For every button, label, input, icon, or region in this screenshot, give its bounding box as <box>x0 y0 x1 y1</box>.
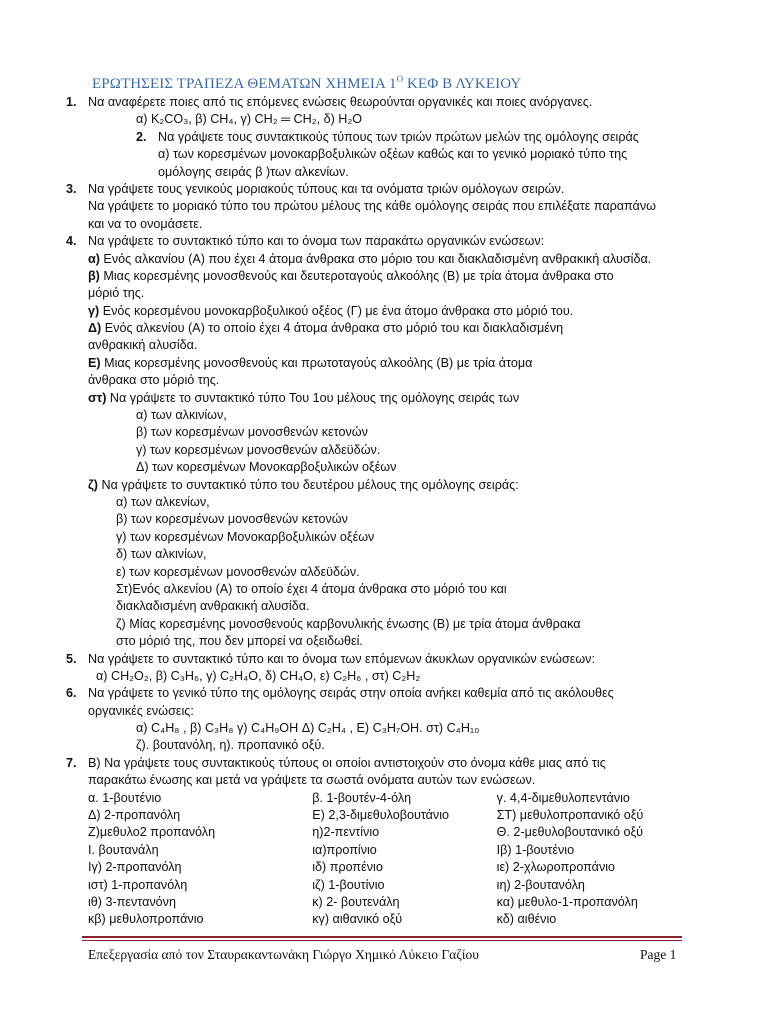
text-span: οργανικές ενώσεις: <box>88 703 194 718</box>
question-line <box>66 477 686 494</box>
names-table <box>66 790 686 929</box>
footer-divider-thin <box>82 940 682 941</box>
text-span: γ) των κορεσμένων Μονοκαρβοξυλικών οξέων <box>116 529 375 544</box>
text-span: Δ) <box>88 321 102 336</box>
text-span: Μιας κορεσμένης μονοσθενούς και δευτεροταγούς αλκοόλης (Β) με τρία άτομα άνθρακα στο <box>99 268 614 283</box>
question-line <box>66 442 686 459</box>
question-line <box>66 303 686 320</box>
text-span: Να γράψετε το συντακτικό τύπο και το όνομα των παρακάτω οργανικών ενώσεων: <box>88 234 545 249</box>
question-line <box>66 668 686 685</box>
text-span: Ενός αλκανίου (Α) που έχει 4 άτομα άνθρακα στο μόριο του και διακλαδισμένη ανθρακική αλυσίδα. <box>99 251 652 266</box>
text-span: α) K₂CO₃, β) CH₄, γ) CH₂ ═ CH₂, δ) H₂O <box>136 112 363 127</box>
question-line <box>66 146 686 163</box>
question-line <box>66 651 686 668</box>
text-span: β. 1-βουτέν-4-όλη <box>312 790 412 805</box>
text-span: 3. <box>66 181 77 196</box>
text-span: Να γράψετε τους γενικούς μοριακούς τύπους και τα ονόματα τριών ομόλογων σειρών. <box>88 181 565 196</box>
table-row <box>66 790 686 807</box>
text-span: Ενός κορεσμένου μονοκαρβοξυλικού οξέος (Γ) με ένα άτομο άνθρακα στο μόριό του. <box>99 303 574 318</box>
text-span: Να γράψετε το συντακτικό τύπο του δευτέρου μέλους της ομόλογης σειράς: <box>98 477 519 492</box>
text-span: Ο <box>396 74 404 84</box>
text-span: α) των αλκενίων, <box>116 494 210 509</box>
text-span: α. 1-βουτένιο <box>88 790 162 805</box>
table-row <box>66 842 686 859</box>
text-span: ΕΡΩΤΗΣΕΙΣ ΤΡΑΠΕΖΑ ΘΕΜΑΤΩΝ ΧΗΜΕΙΑ 1 <box>92 76 397 92</box>
question-line <box>66 616 686 633</box>
question-line <box>66 546 686 563</box>
text-span: ομόλογης σειράς β )των αλκενίων. <box>158 164 349 179</box>
text-span: Να γράψετε το συντακτικό τύπο Του 1ου μέλους της ομόλογης σειράς των <box>106 390 520 405</box>
text-span: α) CH₂O₂, β) C₃H₆, γ) C₂H₄O, δ) CH₄O, ε) C₂H₆ , στ) C₂H₂ <box>96 668 421 683</box>
text-span: κβ) μεθυλοπροπάνιο <box>88 912 204 927</box>
table-row <box>66 859 686 876</box>
text-span: Ε) 2,3-διμεθυλοβουτάνιο <box>312 808 450 823</box>
text-span: ΚΕΦ Β ΛΥΚΕΙΟΥ <box>403 76 522 92</box>
footer-divider <box>82 936 682 938</box>
question-line <box>66 111 686 128</box>
text-span: ιστ) 1-προπανόλη <box>88 877 188 892</box>
text-span: Στ)Ενός αλκενίου (Α) το οποίο έχει 4 άτομα άνθρακα στο μόριό του και <box>116 581 507 596</box>
text-span: κδ) αιθένιο <box>496 912 557 927</box>
question-line <box>66 529 686 546</box>
text-span: β) <box>88 268 100 283</box>
text-span: ιε) 2-χλωροπροπάνιο <box>496 860 616 875</box>
text-span: Να γράψετε το μοριακό τύπο του πρώτου μέλους της κάθε ομόλογης σειράς που επιλέξατε παραπάνω <box>88 199 656 214</box>
question-line <box>66 598 686 615</box>
text-span: κα) μεθυλο-1-προπανόλη <box>496 894 638 909</box>
question-line <box>66 772 686 789</box>
text-span: β) των κορεσμένων μονοσθενών κετονών <box>116 512 348 527</box>
text-span: ια)προπίνιο <box>312 842 377 857</box>
text-span: ιθ) 3-πεντανόνη <box>88 894 176 909</box>
question-line <box>66 233 686 250</box>
question-line <box>66 251 686 268</box>
question-line <box>66 511 686 528</box>
text-span: ιη) 2-βουτανόλη <box>496 877 585 892</box>
text-span: ιζ) 1-βουτίνιο <box>312 877 385 892</box>
question-line <box>66 320 686 337</box>
question-line <box>66 564 686 581</box>
question-line <box>66 285 686 302</box>
table-row <box>66 877 686 894</box>
text-span: Ιβ) 1-βουτένιο <box>496 842 575 857</box>
text-span: 1. <box>66 95 77 109</box>
text-span: γ) των κορεσμένων μονοσθενών αλδεϋδών. <box>136 442 381 457</box>
text-span: Ε) <box>88 355 101 370</box>
text-span: Να γράψετε το γενικό τύπο της ομόλογης σειράς στην οποία ανήκει καθεμία από τις ακόλουθες <box>88 686 614 701</box>
text-span: Να γράψετε το συντακτικό τύπο και το όνομα των επόμενων άκυκλων οργανικών ενώσεων: <box>88 651 595 666</box>
question-line <box>66 737 686 754</box>
text-span: 4. <box>66 234 77 249</box>
text-span: διακλαδισμένη ανθρακική αλυσίδα. <box>116 599 310 614</box>
question-line <box>66 755 686 772</box>
question-line <box>66 407 686 424</box>
text-span: κγ) αιθανικό οξύ <box>312 912 403 927</box>
text-span: β) των κορεσμένων μονοσθενών κετονών <box>136 425 368 440</box>
text-span: και να το ονομάσετε. <box>88 216 203 231</box>
question-line <box>66 685 686 702</box>
text-span: γ. 4,4-διμεθυλοπεντάνιο <box>496 790 630 805</box>
text-span: Να αναφέρετε ποιες από τις επόμενες ενώσεις θεωρούνται οργανικές και ποιες ανόργανες. <box>88 95 593 109</box>
question-line <box>66 720 686 737</box>
text-span: 7. <box>66 755 77 770</box>
question-line <box>66 424 686 441</box>
text-span: άνθρακα στο μόριό της. <box>88 373 220 388</box>
question-line <box>66 198 686 215</box>
text-span: γ) <box>88 303 100 318</box>
question-line <box>66 337 686 354</box>
text-span: ιδ) προπένιο <box>312 860 383 875</box>
question-line <box>66 494 686 511</box>
text-span: Να γράψετε τους συντακτικούς τύπους των τριών πρώτων μελών της ομόλογης σειράς <box>158 129 639 144</box>
question-line <box>66 216 686 233</box>
text-span: ζ) Μίας κορεσμένης μονοσθενούς καρβονυλικής ένωσης (Β) με τρία άτομα άνθρακα <box>116 616 581 631</box>
question-line <box>66 372 686 389</box>
text-span: α) των αλκινίων, <box>136 408 227 423</box>
question-line <box>66 164 686 181</box>
question-line <box>66 459 686 476</box>
table-row <box>66 894 686 911</box>
question-line <box>66 94 686 111</box>
text-span: στο μόριό της, που δεν μπορεί να οξειδωθεί. <box>116 634 363 649</box>
question-line <box>66 129 686 146</box>
text-span: δ) των αλκινίων, <box>116 547 207 562</box>
text-span: Δ) 2-προπανόλη <box>88 808 181 823</box>
question-line <box>66 181 686 198</box>
text-span: κ) 2- βουτενάλη <box>312 894 400 909</box>
text-span: Δ) των κορεσμένων Μονοκαρβοξυλικών οξέων <box>136 460 397 475</box>
text-span: α) των κορεσμένων μονοκαρβοξυλικών οξέων καθώς και το γενικό μοριακό τύπο της <box>158 147 628 162</box>
question-line <box>66 581 686 598</box>
page-number: Page 1 <box>640 947 677 962</box>
text-span: Θ. 2-μεθυλοβουτανικό οξύ <box>496 825 643 840</box>
question-line <box>66 633 686 650</box>
text-span: α) C₄H₈ , β) C₃H₈ γ) C₄H₉OH Δ) C₂H₄ , Ε) C₃H₇OH. στ) C₄H₁₀ <box>136 721 480 736</box>
question-line <box>66 268 686 285</box>
table-row <box>66 807 686 824</box>
text-span: η)2-πεντίνιο <box>312 825 380 840</box>
text-span: ε) των κορεσμένων μονοσθενών αλδεϋδών. <box>116 564 360 579</box>
table-row <box>66 824 686 841</box>
text-span: ανθρακική αλυσίδα. <box>88 338 198 353</box>
question-line <box>66 703 686 720</box>
text-span: Ι. βουτανάλη <box>88 842 159 857</box>
page-title <box>92 74 521 93</box>
text-span: ζ). βουτανόλη, η). προπανικό οξύ. <box>136 738 325 753</box>
text-span: 6. <box>66 686 77 701</box>
text-span: ΣΤ) μεθυλοπροπανικό οξύ <box>496 808 644 823</box>
text-span: Ιγ) 2-προπανόλη <box>88 860 182 875</box>
question-line <box>66 355 686 372</box>
text-span: ζ) <box>88 477 98 492</box>
text-span: 2. <box>136 129 147 144</box>
text-span: Β) Να γράψετε τους συντακτικούς τύπους οι οποίοι αντιστοιχούν στο όνομα κάθε μιας από τις <box>88 755 606 770</box>
text-span: Μιας κορεσμένης μονοσθενούς και πρωτοταγούς αλκοόλης (Β) με τρία άτομα <box>100 355 533 370</box>
table-row <box>66 911 686 928</box>
text-span: 5. <box>66 651 77 666</box>
footer-author: Επεξεργασία από τον Σταυρακαντωνάκη Γιώργο Χημικό Λύκειο Γαζίου <box>88 947 479 962</box>
questions-body <box>66 94 686 929</box>
text-span: Ζ)μεθυλο2 προπανόλη <box>88 825 216 840</box>
text-span: στ) <box>88 390 107 405</box>
text-span: μόριό της. <box>88 286 145 301</box>
text-span: α) <box>88 251 100 266</box>
text-span: παρακάτω ένωσης και μετά να γράψετε τα σωστά ονόματα αυτών των ενώσεων. <box>88 773 536 788</box>
question-line <box>66 390 686 407</box>
text-span: Ενός αλκενίου (Α) το οποίο έχει 4 άτομα άνθρακα στο μόριό του και διακλαδισμένη <box>101 321 564 336</box>
